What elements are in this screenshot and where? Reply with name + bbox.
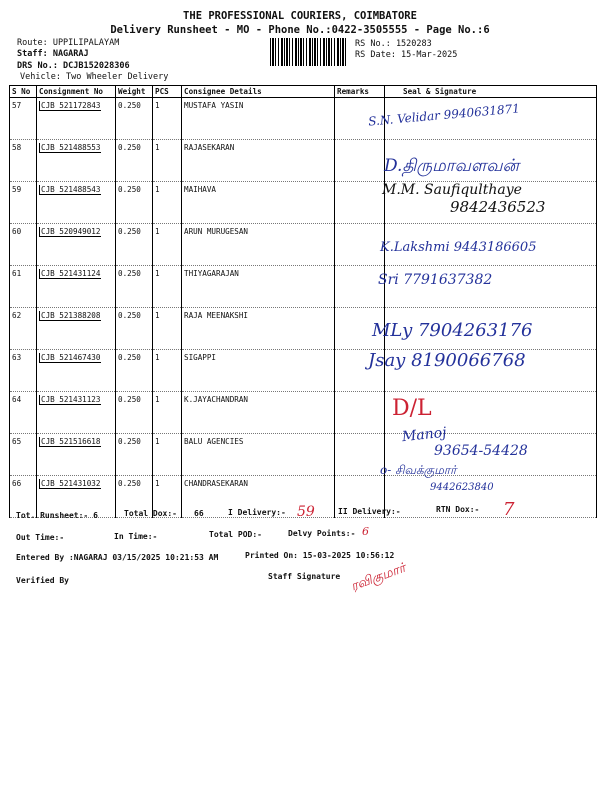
rs-date: RS Date: 15-Mar-2025 — [355, 50, 458, 60]
cell-consignment: CJB 521388208 — [37, 308, 116, 350]
cell-weight: 0.250 — [116, 98, 153, 140]
handwritten-signature: Manoj — [401, 424, 448, 446]
cell-pcs: 1 — [153, 224, 182, 266]
cell-sno: 66 — [10, 476, 37, 518]
cell-sno: 61 — [10, 266, 37, 308]
rtn-dox-label: RTN Dox:- — [436, 505, 480, 514]
handwritten-signature: Jsay 8190066768 — [368, 350, 526, 371]
barcode — [270, 38, 348, 66]
cell-weight: 0.250 — [116, 182, 153, 224]
cell-remarks — [335, 392, 385, 434]
cell-pcs: 1 — [153, 392, 182, 434]
total-dox-label: Total Dox:- — [124, 509, 177, 518]
delvy-points-value: 6 — [362, 525, 369, 538]
staff-handwritten-signature: ரவிகுமார் — [348, 560, 408, 595]
cell-remarks — [335, 140, 385, 182]
cell-pcs: 1 — [153, 182, 182, 224]
cell-remarks — [335, 266, 385, 308]
handwritten-signature: D.திருமாவளவன் — [384, 156, 520, 176]
cell-remarks — [335, 434, 385, 476]
cell-consignment: CJB 521516618 — [37, 434, 116, 476]
cell-consignment: CJB 521467430 — [37, 350, 116, 392]
cell-sno: 58 — [10, 140, 37, 182]
cell-pcs: 1 — [153, 98, 182, 140]
cell-consignee: BALU AGENCIES — [182, 434, 335, 476]
cell-consignment: CJB 521431124 — [37, 266, 116, 308]
entered-by: Entered By :NAGARAJ 03/15/2025 10:21:53 AM — [16, 553, 219, 562]
handwritten-signature: M.M. Saufiqulthaye — [382, 182, 522, 198]
col-consignee: Consignee Details — [182, 86, 335, 98]
cell-pcs: 1 — [153, 476, 182, 518]
in-time-label: In Time:- — [114, 532, 158, 541]
cell-consignee: MAIHAVA — [182, 182, 335, 224]
cell-weight: 0.250 — [116, 476, 153, 518]
drs-number: DRS No.: DCJB152028306 — [17, 61, 130, 71]
company-title: THE PROFESSIONAL COURIERS, COIMBATORE — [183, 10, 417, 22]
handwritten-signature: D/L — [392, 396, 432, 421]
cell-weight: 0.250 — [116, 140, 153, 182]
cell-weight: 0.250 — [116, 392, 153, 434]
cell-pcs: 1 — [153, 350, 182, 392]
cell-consignee: K.JAYACHANDRAN — [182, 392, 335, 434]
cell-sno: 57 — [10, 98, 37, 140]
rs-number: RS No.: 1520283 — [355, 39, 432, 49]
total-pod-label: Total POD:- — [209, 530, 262, 539]
cell-consignment: CJB 520949012 — [37, 224, 116, 266]
cell-weight: 0.250 — [116, 308, 153, 350]
verified-by: Verified By — [16, 576, 69, 585]
col-signature: Seal & Signature — [385, 86, 597, 98]
cell-sno: 65 — [10, 434, 37, 476]
rtn-dox-value: 7 — [503, 499, 515, 520]
i-delivery-value: 59 — [297, 504, 315, 520]
handwritten-signature: 93654-54428 — [434, 443, 528, 459]
cell-consignment: CJB 521172843 — [37, 98, 116, 140]
table-row — [10, 266, 597, 308]
cell-pcs: 1 — [153, 308, 182, 350]
cell-sno: 60 — [10, 224, 37, 266]
cell-pcs: 1 — [153, 140, 182, 182]
cell-weight: 0.250 — [116, 350, 153, 392]
cell-pcs: 1 — [153, 266, 182, 308]
total-dox-value: 66 — [194, 509, 204, 518]
cell-remarks — [335, 182, 385, 224]
vehicle-label: Vehicle: Two Wheeler Delivery — [20, 72, 169, 82]
cell-weight: 0.250 — [116, 266, 153, 308]
handwritten-signature: 9442623840 — [430, 482, 494, 493]
col-remarks: Remarks — [335, 86, 385, 98]
cell-sno: 64 — [10, 392, 37, 434]
cell-consignee: ARUN MURUGESAN — [182, 224, 335, 266]
col-weight: Weight — [116, 86, 153, 98]
cell-sno: 63 — [10, 350, 37, 392]
route-label: Route: UPPILIPALAYAM — [17, 38, 120, 48]
col-sno: S No — [10, 86, 37, 98]
ii-delivery-label: II Delivery:- — [338, 507, 401, 516]
handwritten-signature: o- சிவக்குமார் — [380, 463, 457, 477]
cell-consignee: SIGAPPI — [182, 350, 335, 392]
handwritten-signature: S.N. Velidar 9940631871 — [367, 101, 521, 129]
delvy-points-label: Delvy Points:- — [288, 529, 356, 538]
cell-consignment: CJB 521431032 — [37, 476, 116, 518]
cell-sno: 62 — [10, 308, 37, 350]
cell-consignee: CHANDRASEKARAN — [182, 476, 335, 518]
handwritten-signature: MLy 7904263176 — [372, 320, 533, 341]
handwritten-signature: K.Lakshmi 9443186605 — [380, 240, 537, 255]
staff-signature-label: Staff Signature — [268, 572, 341, 581]
cell-consignment: CJB 521488543 — [37, 182, 116, 224]
handwritten-signature: 9842436523 — [450, 198, 546, 216]
handwritten-signature: Sri 7791637382 — [378, 272, 493, 288]
cell-consignee: MUSTAFA YASIN — [182, 98, 335, 140]
cell-consignee: THIYAGARAJAN — [182, 266, 335, 308]
staff-label: Staff: NAGARAJ — [17, 49, 89, 59]
runsheet-subtitle: Delivery Runsheet - MO - Phone No.:0422-3505555 - Page No.:6 — [110, 24, 490, 36]
printed-on: Printed On: 15-03-2025 10:56:12 — [245, 551, 395, 560]
cell-sno: 59 — [10, 182, 37, 224]
table-row — [10, 392, 597, 434]
cell-consignee: RAJA MEENAKSHI — [182, 308, 335, 350]
tot-runsheet: Tot. Runsheet:- 6 — [16, 511, 98, 520]
i-delivery-label: I Delivery:- — [228, 508, 286, 517]
cell-pcs: 1 — [153, 434, 182, 476]
col-pcs: PCS — [153, 86, 182, 98]
cell-consignment: CJB 521488553 — [37, 140, 116, 182]
col-consignment: Consignment No — [37, 86, 116, 98]
cell-weight: 0.250 — [116, 224, 153, 266]
cell-consignment: CJB 521431123 — [37, 392, 116, 434]
cell-consignee: RAJASEKARAN — [182, 140, 335, 182]
out-time-label: Out Time:- — [16, 533, 65, 542]
table-header-row — [10, 86, 597, 98]
cell-remarks — [335, 224, 385, 266]
cell-weight: 0.250 — [116, 434, 153, 476]
